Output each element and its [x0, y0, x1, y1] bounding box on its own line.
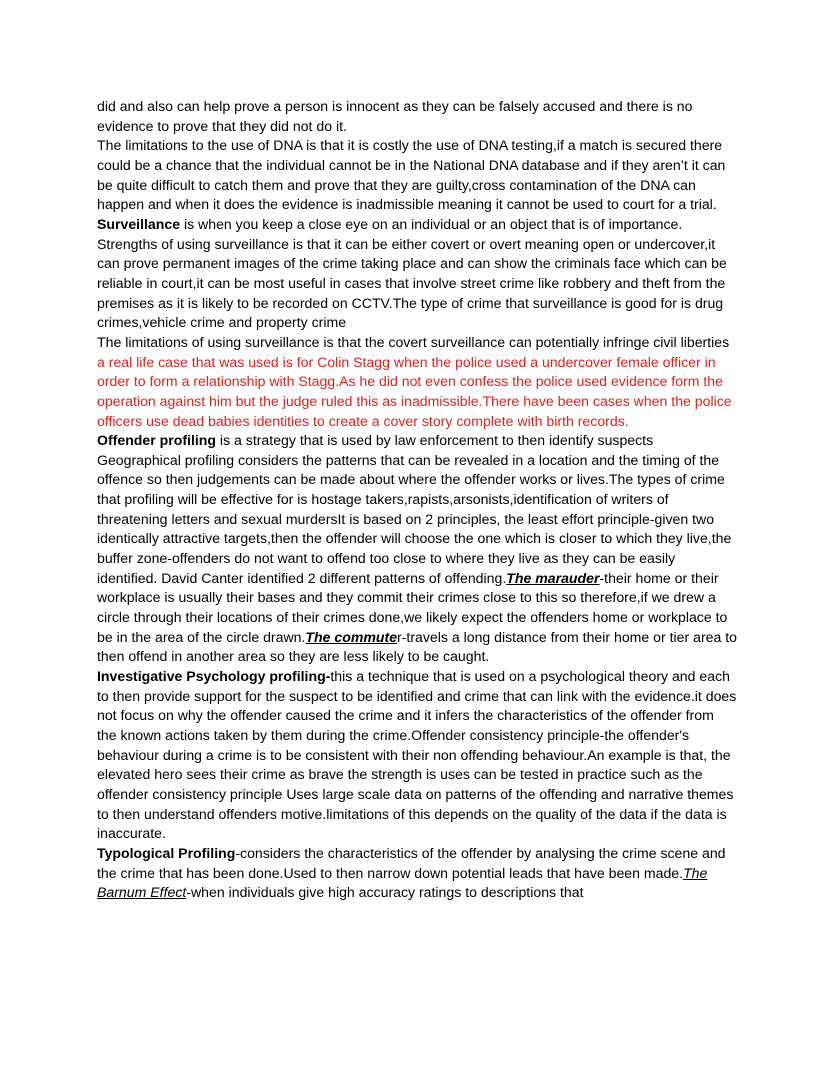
heading-investigative-psychology: Investigative Psychology profiling-	[97, 668, 331, 685]
surveillance-text: is when you keep a close eye on an individual or an object that is of importance. Strengths of using surveillance is that it can be either covert or overt meaning open or undercover,it can prove permanent images of the crime taking place and can show the criminals face which can be reliable in court,it can be most useful in cases that involve street crime like robbery and theft from the premises as it is likely to be recorded on CCTV.The type of crime that surveillance is good for is drug crimes,vehicle crime and property crime	[97, 215, 727, 331]
colin-stagg-case-text: a real life case that was used is for Colin Stagg when the police used a undercover female officer in order to form a relationship with Stagg.As he did not even confess the police used evidence form the operation against him but the judge ruled this as inadmissible.There have been cases when the police officers use dead babies identities to create a cover story complete with birth records.	[97, 353, 732, 429]
offender-text-3: r-travels a long distance from their home or tier area to then offend in another area so they are less likely to be caught.	[97, 628, 737, 665]
typological-text-2: -when individuals give high accuracy ratings to descriptions that	[186, 884, 584, 901]
investigative-text: this a technique that is used on a psychological theory and each to then provide support for the suspect to be identified and crime that can link with the evidence.it does not focus on why the offender caused the crime and it infers the characteristics of the offender from the known actions taken by them during the crime.Offender consistency principle-the offender's behaviour during a crime is to be consistent with their non offending behaviour.An example is that, the elevated hero sees their crime as brave the strength is uses can be tested in practice such as the offender consistency principle Uses large scale data on patterns of the offending and narrative themes to then understand offenders motive.limitations of this depends on the quality of the data if the data is inaccurate.	[97, 668, 737, 842]
offender-text-1: is a strategy that is used by law enforcement to then identify suspects Geographical profiling considers the patterns that can be revealed in a location and the timing of the offence so then judgements can be made about where the offender works or lives.The types of crime that profiling will be effective for is hostage takers,rapists,arsonists,identification of writers of threatening letters and sexual murdersIt is based on 2 principles, the least effort principle-given two identically attractive targets,then the offender will choose the one which is closer to which they live,the buffer zone-offenders do not want to offend too close to where they live as they can be easily identified. David Canter identified 2 different patterns of offending.	[97, 432, 732, 586]
term-marauder: The marauder	[506, 569, 600, 586]
heading-typological-profiling: Typological Profiling	[97, 844, 236, 861]
paragraph-investigative-psychology	[97, 667, 737, 844]
paragraph-dna-intro: did and also can help prove a person is innocent as they can be falsely accused and there is no evidence to prove that they did not do it.	[97, 98, 693, 134]
term-commuter: The commute	[305, 628, 398, 645]
heading-offender-profiling: Offender profiling	[97, 432, 217, 449]
paragraph-offender-profiling	[97, 431, 737, 667]
paragraph-typological-profiling	[97, 844, 737, 903]
paragraph-surveillance	[97, 215, 737, 333]
paragraph-surveillance-limitations	[97, 333, 737, 431]
heading-surveillance: Surveillance	[97, 215, 181, 232]
offender-text-2: -their home or their workplace is usually their bases and they commit their crimes close to this so therefore,if we drew a circle through their locations of their crimes done,we likely expect the offenders home or workplace to be in the area of the circle drawn.	[97, 569, 728, 645]
document-page	[97, 97, 737, 903]
term-barnum-effect: The Barnum Effect	[97, 864, 708, 901]
paragraph-dna-limitations: The limitations to the use of DNA is that it is costly the use of DNA testing,if a match is secured there could be a chance that the individual cannot be in the National DNA database and if they aren’t it can be quite difficult to catch them and prove that they are guilty,cross contamination of the DNA can happen and when it does the evidence is inadmissible meaning it cannot be used to court for a trial.	[97, 137, 726, 213]
limitations-text: The limitations of using surveillance is that the covert surveillance can potentially infringe civil liberties	[97, 333, 730, 350]
typological-text: -considers the characteristics of the offender by analysing the crime scene and the crime that has been done.Used to then narrow down potential leads that have been made.	[97, 844, 726, 881]
